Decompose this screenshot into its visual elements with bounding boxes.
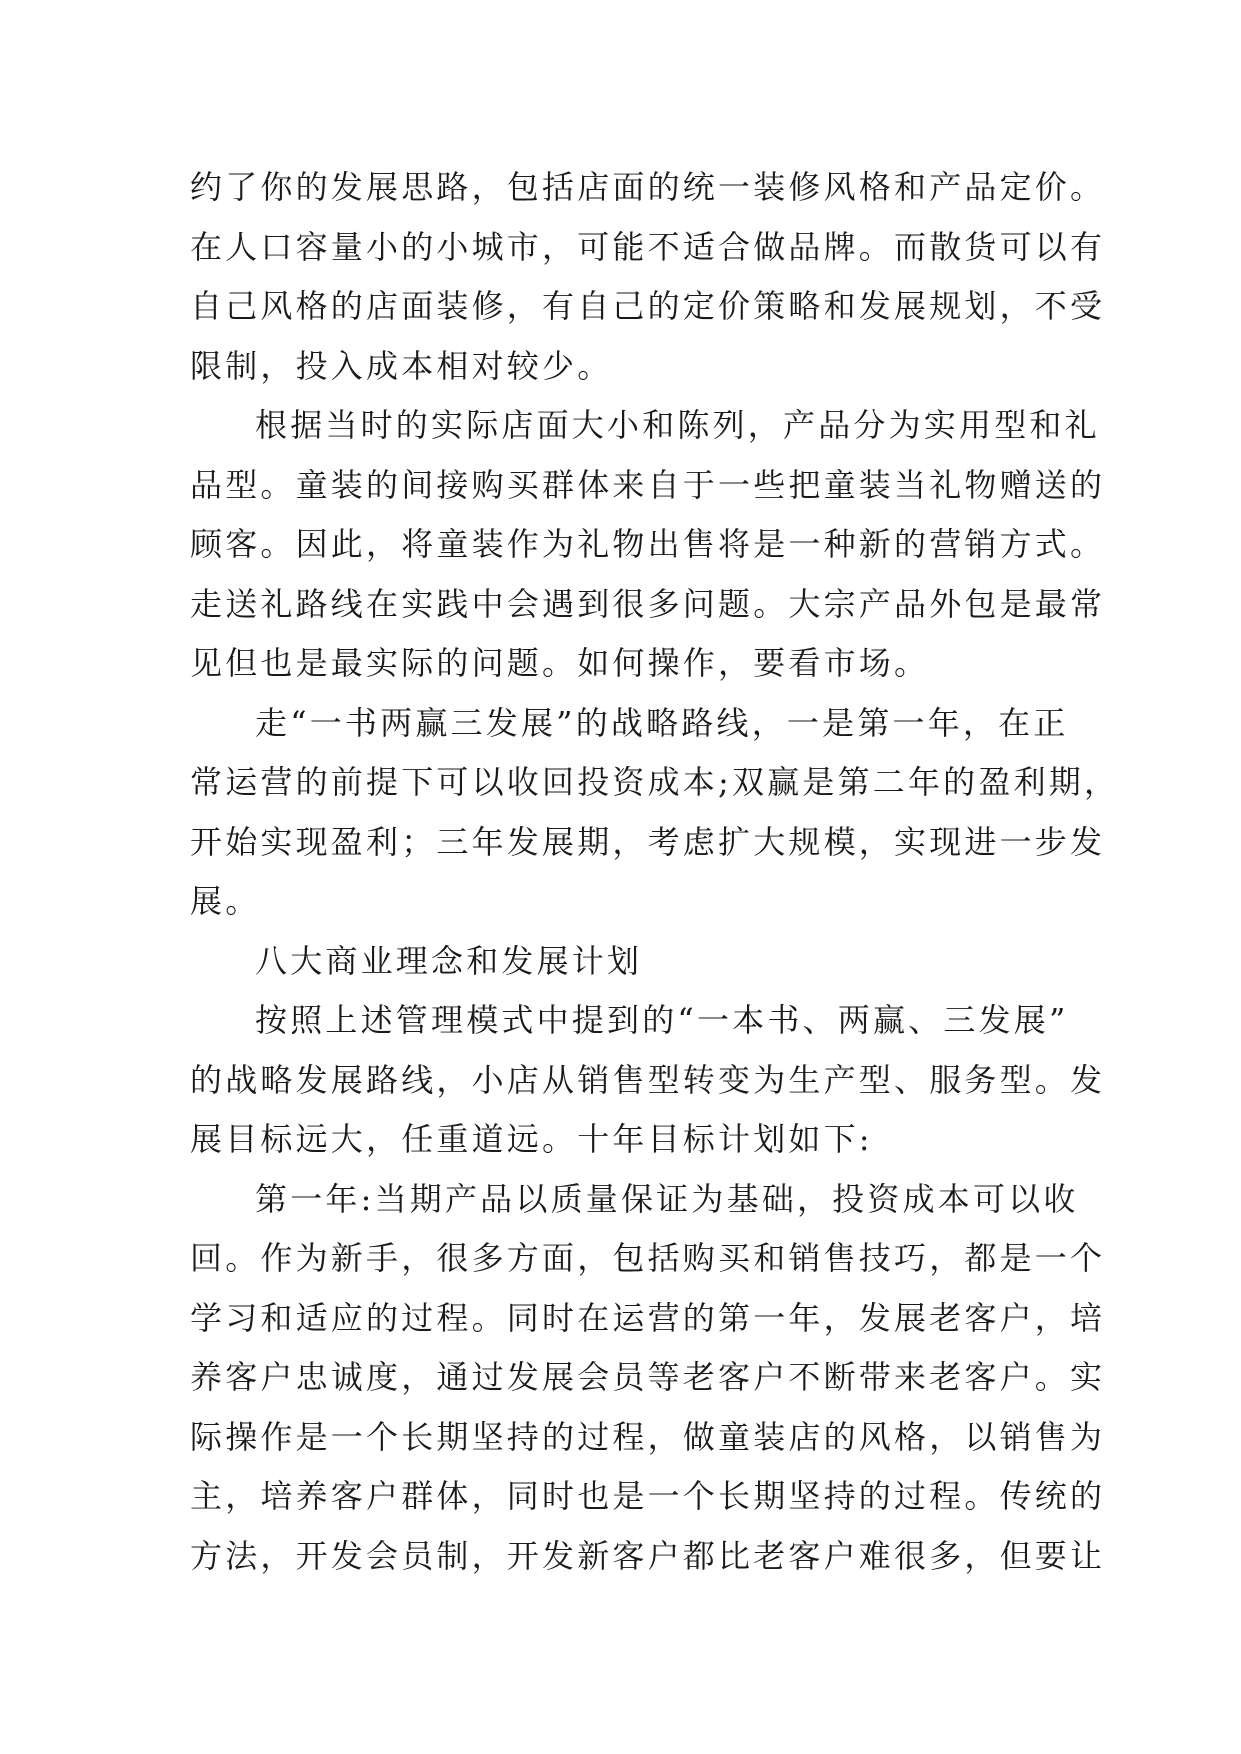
text-line: 顾客。因此，将童装作为礼物出售将是一种新的营销方式。: [190, 525, 1106, 563]
text-line: 开始实现盈利；三年发展期，考虑扩大规模，实现进一步发: [190, 822, 1106, 861]
text-line: 常运营的前提下可以收回投资成本;双赢是第二年的盈利期，: [190, 763, 1120, 801]
text-line: 养客户忠诚度，通过发展会员等老客户不断带来老客户。实: [190, 1358, 1106, 1396]
text-line: 自己风格的店面装修，有自己的定价策略和发展规划，不受: [190, 287, 1106, 325]
text-line: 限制，投入成本相对较少。: [190, 346, 613, 385]
text-line: 约了你的发展思路，包括店面的统一装修风格和产品定价。: [190, 168, 1106, 206]
text-line: 走送礼路线在实践中会遇到很多问题。大宗产品外包是最常: [190, 584, 1106, 623]
text-line: 展。: [190, 882, 261, 920]
section-heading: 八大商业理念和发展计划: [255, 941, 643, 980]
text-line: 展目标远大，任重道远。十年目标计划如下:: [190, 1120, 873, 1158]
text-line: 在人口容量小的小城市，可能不适合做品牌。而散货可以有: [190, 227, 1106, 266]
text-line: 的战略发展路线，小店从销售型转变为生产型、服务型。发: [190, 1060, 1106, 1099]
text-line: 主，培养客户群体，同时也是一个长期坚持的过程。传统的: [190, 1477, 1106, 1515]
text-line: 学习和适应的过程。同时在运营的第一年，发展老客户，培: [190, 1298, 1106, 1337]
text-line: 回。作为新手，很多方面，包括购买和销售技巧，都是一个: [190, 1239, 1106, 1277]
text-line: 走“一书两赢三发展”的战略路线，一是第一年，在正: [255, 703, 1069, 742]
text-line: 按照上述管理模式中提到的“一本书、两赢、三发展”: [255, 1001, 1069, 1039]
text-line: 方法，开发会员制，开发新客户都比老客户难很多，但要让: [190, 1536, 1106, 1575]
text-line: 际操作是一个长期坚持的过程，做童装店的风格，以销售为: [190, 1417, 1106, 1456]
text-line: 根据当时的实际店面大小和陈列，产品分为实用型和礼: [255, 406, 1100, 444]
text-line: 见但也是最实际的问题。如何操作，要看市场。: [190, 644, 930, 682]
text-line: 品型。童装的间接购买群体来自于一些把童装当礼物赠送的: [190, 465, 1106, 504]
text-line: 第一年:当期产品以质量保证为基础，投资成本可以收: [255, 1179, 1079, 1218]
body-text: [190, 158, 1120, 1586]
